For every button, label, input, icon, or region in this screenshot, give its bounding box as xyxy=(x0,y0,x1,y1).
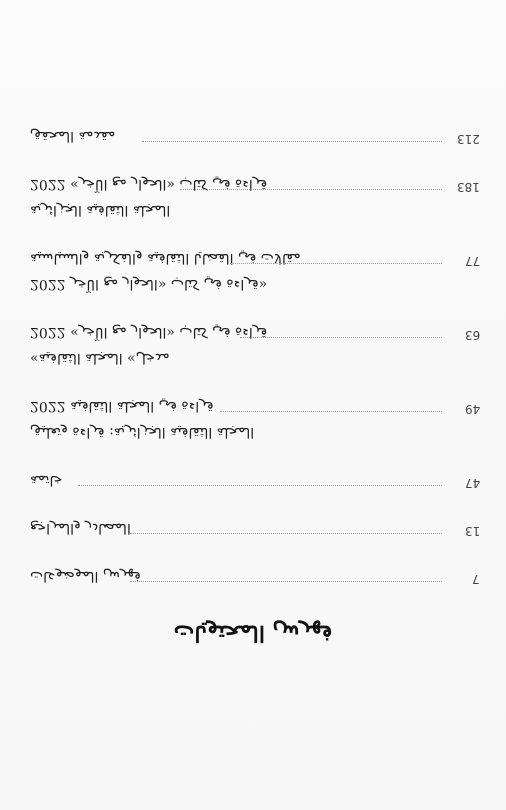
toc-page-number: 47 xyxy=(464,476,480,490)
toc-line xyxy=(30,562,480,588)
toc-page-number: 7 xyxy=(472,572,480,586)
toc-entry-title: المصادر والمراجع xyxy=(30,520,131,536)
toc-entry xyxy=(30,244,480,296)
toc-entry xyxy=(30,562,480,588)
toc-entry-title: 2022 قراءة في المجلة الثقافية xyxy=(30,398,214,414)
toc-page-number: 213 xyxy=(457,132,480,146)
dot-leader xyxy=(230,263,442,264)
toc-line xyxy=(30,270,480,296)
toc-page-number: 63 xyxy=(464,328,480,342)
dot-leader xyxy=(180,189,442,190)
toc-line xyxy=(30,170,480,196)
toc-page-number: 183 xyxy=(457,180,480,194)
toc-page-number: 77 xyxy=(464,254,480,268)
toc-entry xyxy=(30,466,480,492)
toc-entry-title: قراءة في كتاب «الحوار مع الآخر» 2022 xyxy=(30,324,268,340)
dot-leader xyxy=(130,581,442,582)
toc-entry-title: قراءة في كتاب «الحوار مع الآخر» 2022 xyxy=(30,176,268,192)
dot-leader xyxy=(220,411,442,412)
toc-entry-title: مقالات في القضايا الثقافية والفكرية والسياسية xyxy=(30,250,301,266)
toc-entry xyxy=(30,514,480,540)
toc-line xyxy=(30,122,480,148)
toc-entry xyxy=(30,318,480,370)
page-title: فهرس المحتويات xyxy=(173,620,333,646)
toc-entry xyxy=(30,122,480,148)
dot-leader xyxy=(142,141,442,142)
toc-entry xyxy=(30,170,480,222)
toc-page-number: 49 xyxy=(464,402,480,416)
toc-line xyxy=(30,318,480,344)
toc-entry-title: خاتمة xyxy=(30,472,63,488)
toc-line xyxy=(30,392,480,418)
toc-line xyxy=(30,514,480,540)
toc-entry-title: 2022 قراءة في كتاب «الحوار مع الآخر» xyxy=(30,276,268,292)
toc-entry-title: المجلة الثقافية الجزائرية: قراءة وتعليق xyxy=(30,424,255,440)
toc-entry-title: «مدخل» المجلة الثقافية xyxy=(30,350,170,366)
toc-line xyxy=(30,466,480,492)
toc-line xyxy=(30,418,480,444)
toc-line xyxy=(30,244,480,270)
toc-entry xyxy=(30,392,480,444)
toc-line xyxy=(30,196,480,222)
dot-leader xyxy=(240,337,442,338)
toc-line xyxy=(30,344,480,370)
toc-page-number: 13 xyxy=(464,524,480,538)
dot-leader xyxy=(130,533,442,534)
table-of-contents xyxy=(30,122,480,610)
toc-entry-title: مقدمة المحقق xyxy=(30,128,116,144)
toc-entry-title: المجلة الثقافية الجزائرية xyxy=(30,202,171,218)
toc-entry-title: فهرس الموضوعات xyxy=(30,568,141,584)
dot-leader xyxy=(78,485,442,486)
